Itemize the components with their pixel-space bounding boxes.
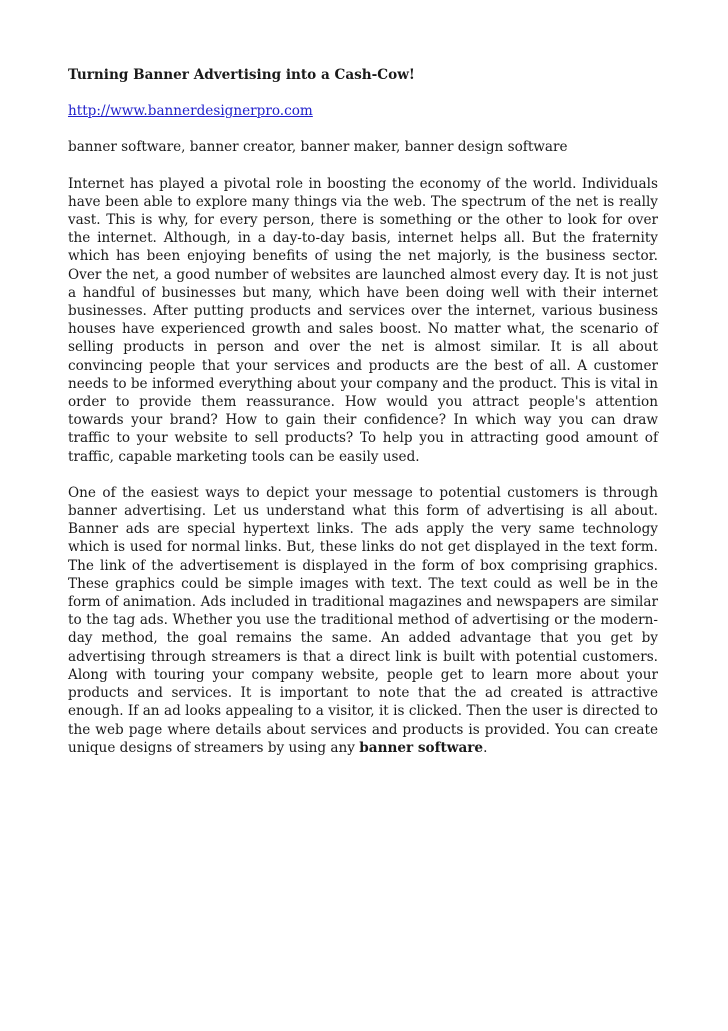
paragraph-1: Internet has played a pivotal role in boosting the economy of the world. Individuals have been able to explore many things via the web. The spectrum of the net is really vast. This is why, for every person, there is something or the other to look for over the internet. Although, in a day-to-day basis, internet helps all. But the fraternity which has been enjoying benefits of using the net majorly, is the business sector. Over the net, a good number of websites are launched almost every day. It is not just a handful of businesses but many, which have been doing well with their internet businesses. After putting products and services over the internet, various business houses have experienced growth and sales boost. No matter what, the scenario of selling products in person and over the net is almost similar. It is all about convincing people that your services and products are the best of all. A customer needs to be informed everything about your company and the product. This is vital in order to provide them reassurance. How would you attract people's attention towards your brand? How to gain their confidence? In which way you can draw traffic to your website to sell products? To help you in attracting good amount of traffic, capable marketing tools can be easily used. bbox=[68, 175, 658, 465]
document-page bbox=[68, 66, 658, 775]
paragraph-2 bbox=[68, 484, 658, 757]
paragraph-2-text: One of the easiest ways to depict your message to potential customers is through banner advertising. Let us understand what this form of advertising is all about. Banner ads are special hypertext links. The ads apply the very same technology which is used for normal links. But, these links do not get displayed in the text form. The link of the advertisement is displayed in the form of box comprising graphics. These graphics could be simple images with text. The text could as well be in the form of animation. Ads included in traditional magazines and newspapers are similar to the tag ads. Whether you use the traditional method of advertising or the modern-day method, the goal remains the same. An added advantage that you get by advertising through streamers is that a direct link is built with potential customers. Along with touring your company website, people get to learn more about your products and services. It is important to note that the ad created is attractive enough. If an ad looks appealing to a visitor, it is clicked. Then the user is directed to the web page where details about services and products is provided. You can create unique designs of streamers by using any bbox=[68, 484, 658, 756]
website-link[interactable]: http://www.bannerdesignerpro.com bbox=[68, 103, 313, 120]
url-line bbox=[68, 102, 658, 120]
banner-software-term: banner software bbox=[359, 739, 484, 756]
keywords-line: banner software, banner creator, banner maker, banner design software bbox=[68, 139, 568, 156]
paragraph-2-end: . bbox=[483, 739, 488, 756]
document-title: Turning Banner Advertising into a Cash-Cow! bbox=[68, 67, 415, 83]
